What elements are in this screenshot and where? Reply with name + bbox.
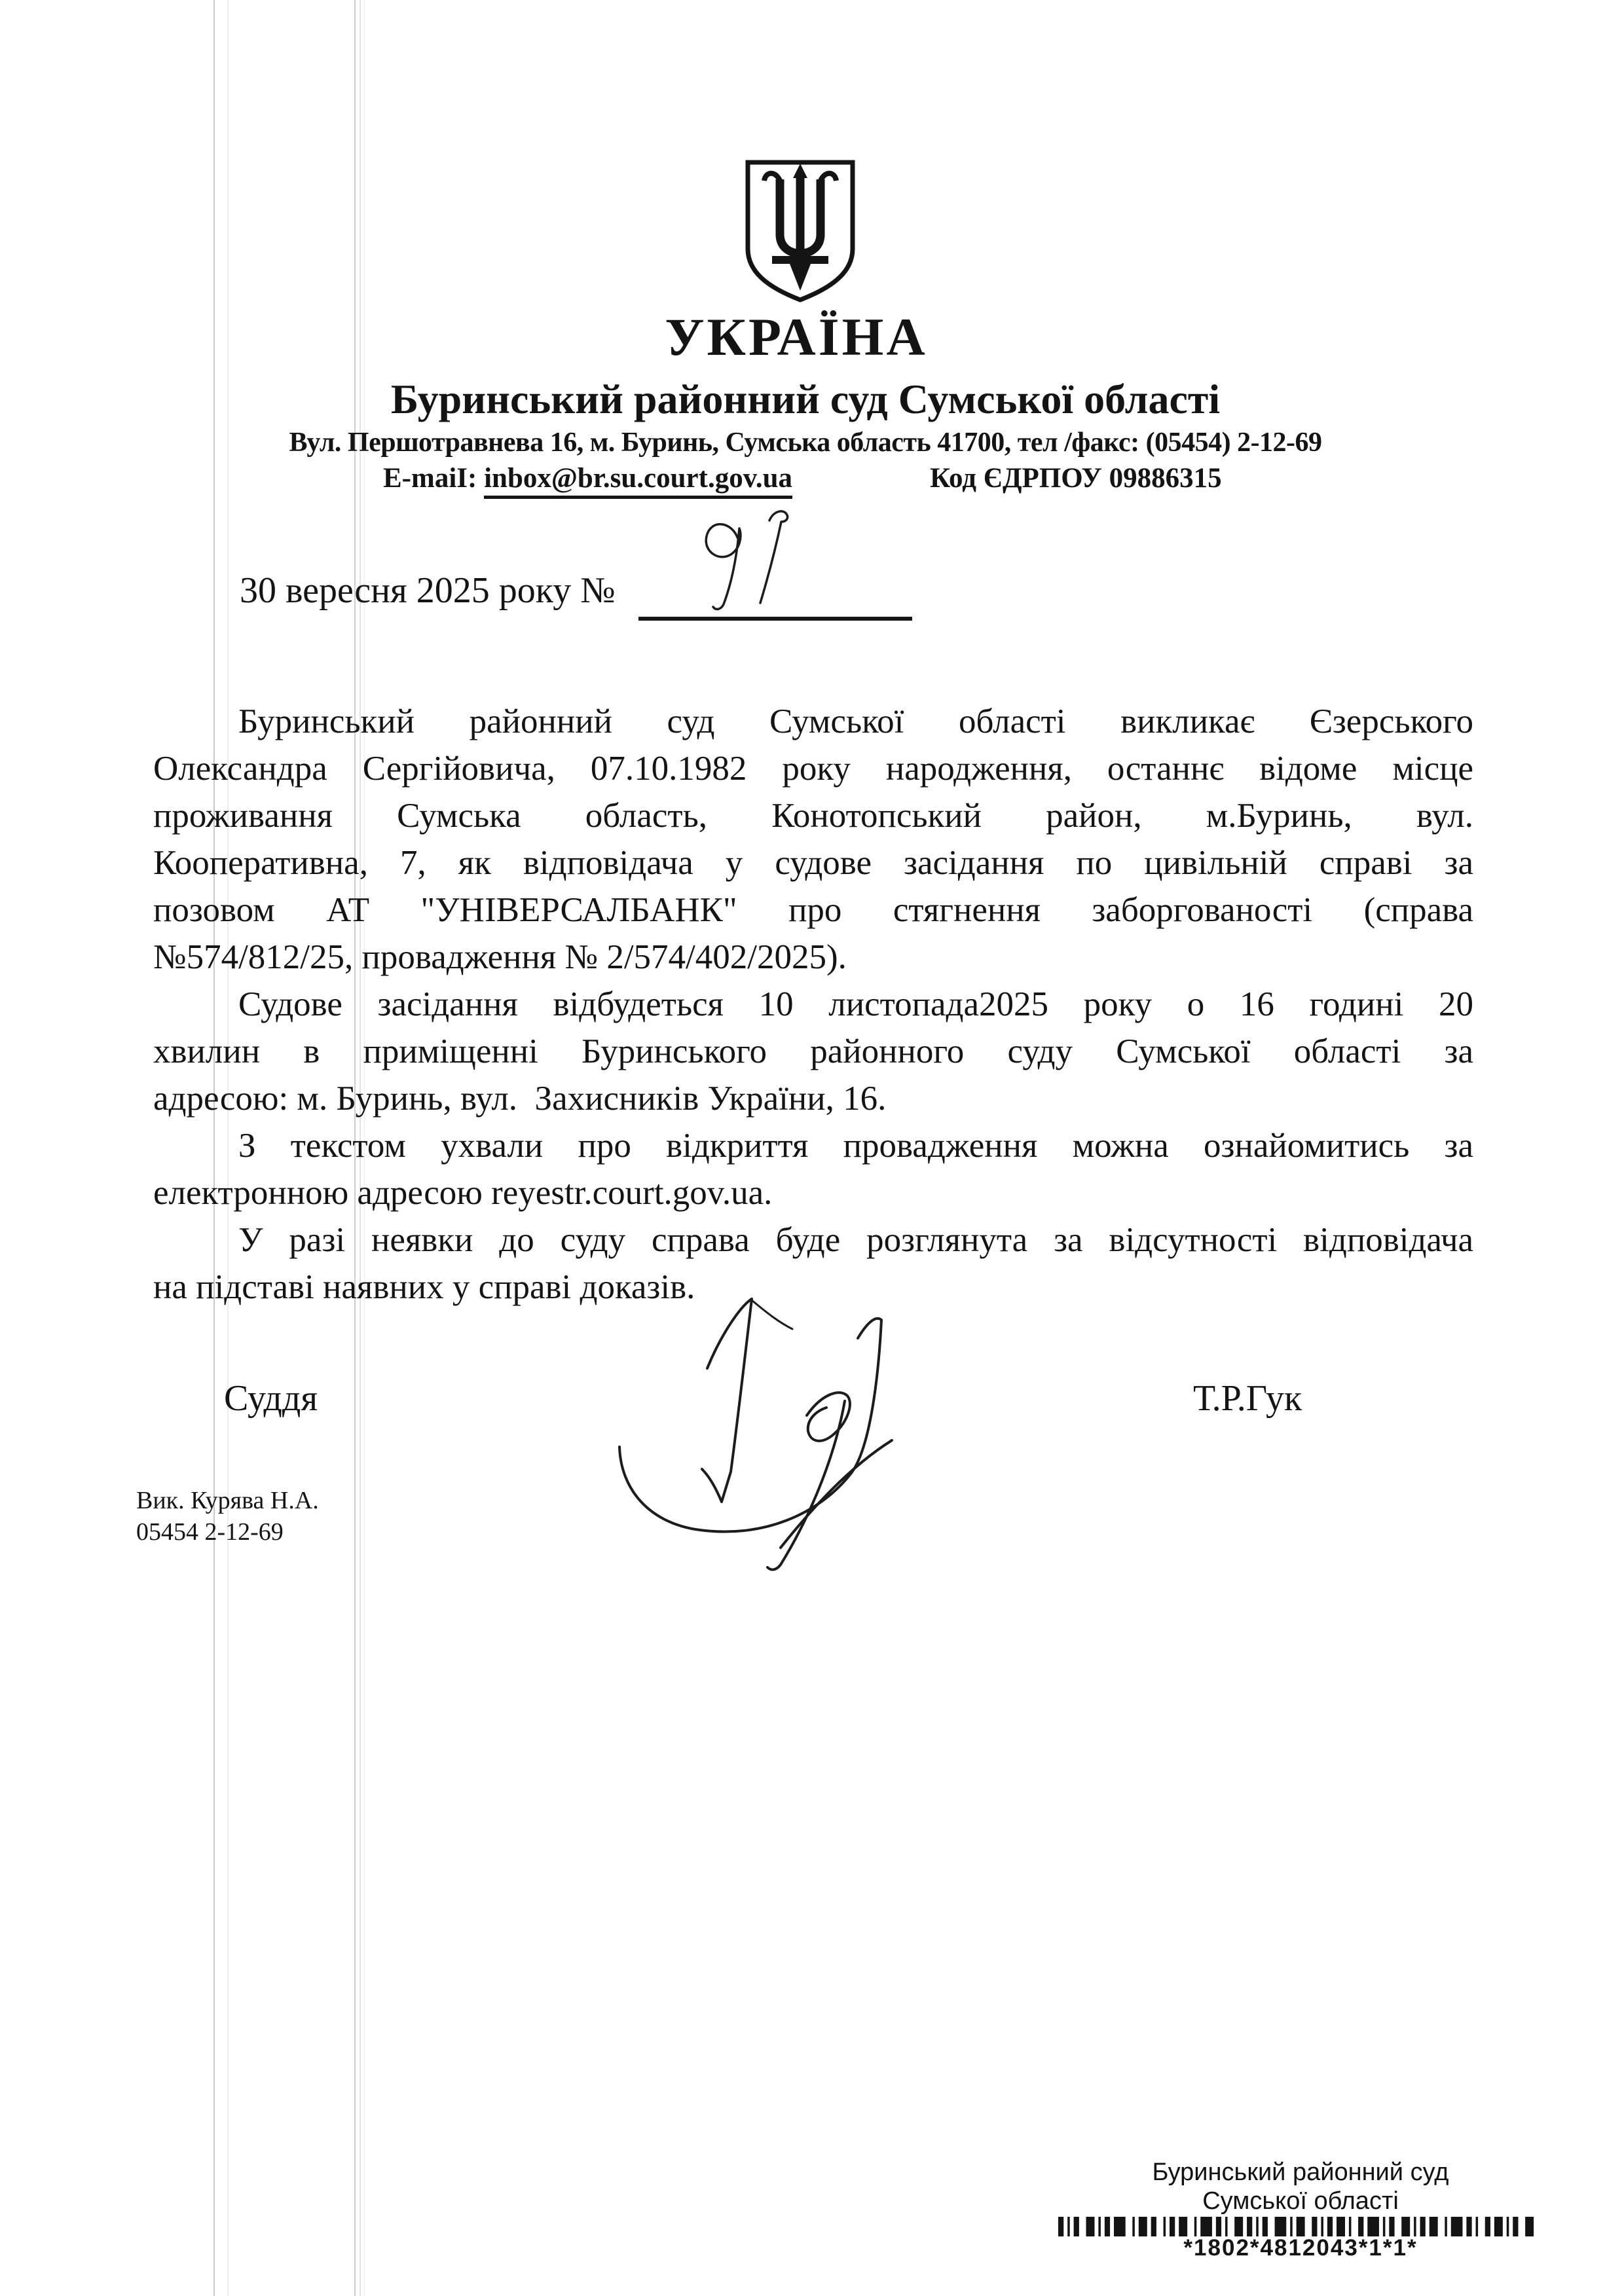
edrpou-code: Код ЄДРПОУ 09886315 (930, 463, 1222, 494)
body-line: Кооперативна, 7, як відповідача у судове засідання по цивільній справі за (153, 844, 1473, 882)
ukraine-trident-emblem-icon (743, 158, 858, 305)
body-line: на підставі наявних у справі доказів. (153, 1268, 695, 1306)
stamp-court-line2: Сумської області (1202, 2187, 1399, 2215)
executor-name: Вик. Курява Н.А. (136, 1487, 319, 1514)
body-line: електронною адресою reyestr.court.gov.ua. (153, 1174, 773, 1212)
handwritten-case-number (691, 501, 802, 619)
body-text (153, 698, 1473, 1311)
country-title: УКРАЇНА (665, 307, 928, 367)
body-line: №574/812/25, провадження № 2/574/402/2025). (153, 938, 847, 976)
body-line: Судове засідання відбудеться 10 листопада2025 року о 16 годині 20 (238, 985, 1473, 1023)
email-label: E-maiI: (383, 463, 485, 494)
executor-phone: 05454 2-12-69 (136, 1518, 284, 1546)
body-line: З текстом ухвали про відкриття провадження можна ознайомитись за (238, 1127, 1473, 1165)
outgoing-date-number-line: 30 вересня 2025 року № (240, 570, 616, 611)
body-line: проживання Сумська область, Конотопський район, м.Буринь, вул. (153, 797, 1473, 835)
body-line: Буринський районний суд Сумської області викликає Єзерського (238, 702, 1473, 740)
judge-signature-icon (609, 1295, 904, 1576)
email-value: inbox@br.su.court.gov.ua (484, 463, 792, 499)
barcode-icon (1058, 2217, 1538, 2236)
stamp-court-line1: Буринський районний суд (1152, 2159, 1449, 2186)
body-line: адресою: м. Буринь, вул. Захисників України, 16. (153, 1080, 887, 1118)
court-email-line (383, 462, 792, 494)
body-line: хвилин в приміщенні Буринського районного суду Сумської області за (153, 1032, 1473, 1070)
barcode-text: *1802*4812043*1*1* (1183, 2235, 1418, 2261)
registration-stamp-court-name (1054, 2158, 1547, 2215)
court-address-line: Вул. Першотравнева 16, м. Буринь, Сумська область 41700, тел /факс: (05454) 2-12-69 (289, 428, 1322, 458)
court-name-heading: Буринський районний суд Сумської області (390, 376, 1221, 422)
body-line: У разі неявки до суду справа буде розглянута за відсутності відповідача (238, 1221, 1473, 1259)
body-line: Олександра Сергійовича, 07.10.1982 року народження, останнє відоме місце (153, 750, 1473, 788)
body-line: позовом АТ "УНІВЕРСАЛБАНК" про стягнення заборгованості (справа (153, 891, 1473, 929)
executor-contact-block (136, 1485, 319, 1548)
judge-role-label: Суддя (224, 1378, 318, 1419)
judge-name: Т.Р.Гук (1193, 1378, 1302, 1419)
